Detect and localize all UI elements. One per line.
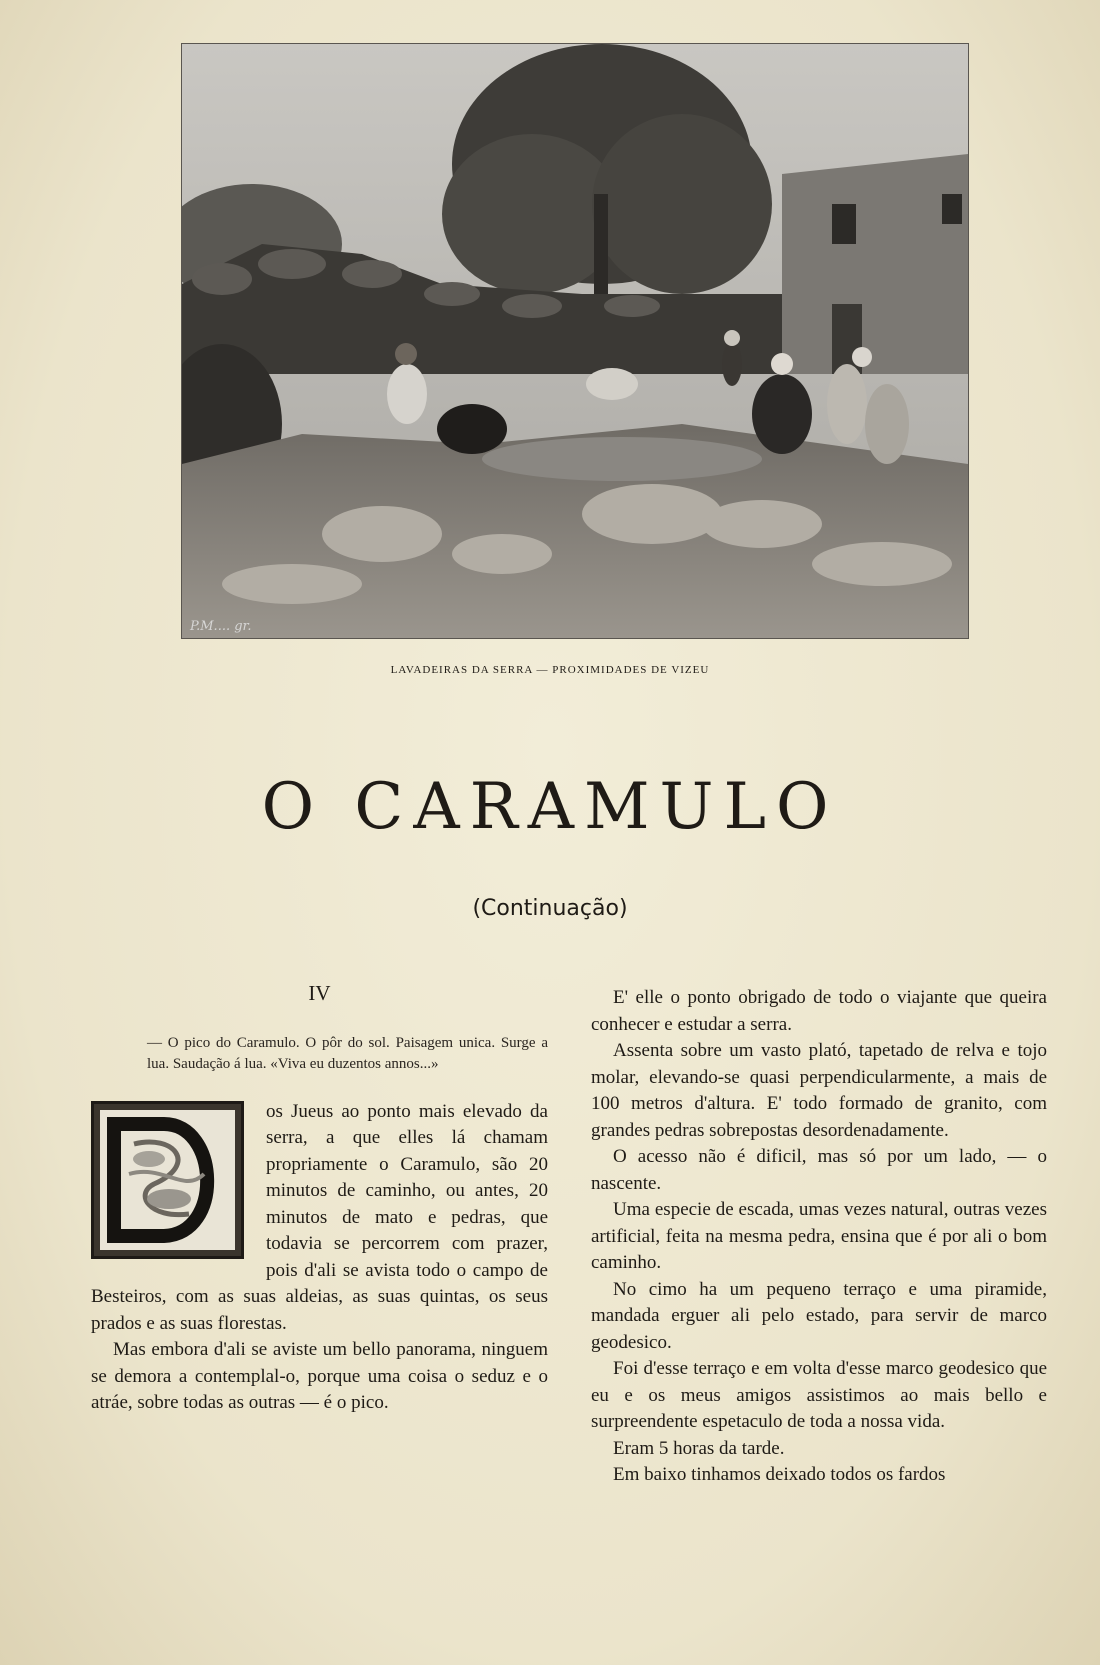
right-paragraph: Uma especie de escada, umas vezes natural, outras vezes artificial, feita na mesma pedra, ensina que é por ali o bom caminho.: [591, 1199, 1047, 1273]
washerwomen-photograph: [182, 44, 968, 638]
right-paragraph: Assenta sobre um vasto plató, tapetado de relva e tojo molar, elevando-se quasi perpendicularmente, a mais de 100 metros d'altura. E' todo formado de granito, com grandes pedras sobrepostas desordenadamente.: [591, 1040, 1047, 1141]
dropcap-letter-d: [91, 1101, 244, 1259]
left-column: [91, 980, 548, 1417]
first-paragraph: os Jueus ao ponto mais elevado da serra, a que elles lá chamam propriamente o Caramulo, são 20 minutos de caminho, ou antes, 20 minutos de mato e pedras, que todavia se percorrem com prazer, pois d'ali se avista todo o campo de Besteiros, com as suas aldeias, as suas quintas, os seus prados e as suas florestas.: [91, 1100, 548, 1334]
photo-caption: LAVADEIRAS DA SERRA — PROXIMIDADES DE VIZEU: [390, 664, 710, 676]
right-column: [591, 985, 1047, 1489]
dropcap-ornament-icon: [94, 1104, 241, 1256]
right-paragraph: E' elle o ponto obrigado de todo o viajante que queira conhecer e estudar a serra.: [591, 987, 1047, 1035]
right-paragraph: Eram 5 horas da tarde.: [613, 1437, 785, 1459]
right-paragraph: O acesso não é dificil, mas só por um lado, — o nascente.: [591, 1146, 1047, 1194]
engraver-signature: P.M.... gr.: [190, 619, 252, 634]
right-paragraph: No cimo ha um pequeno terraço e uma piramide, mandada erguer ali pelo estado, para servir de marco geodesico.: [591, 1278, 1047, 1353]
right-paragraph: Foi d'esse terraço e em volta d'esse marco geodesico que eu e os meus amigos assistimos ao mais bello e surpreendente espetaculo de toda a nossa vida.: [591, 1358, 1047, 1432]
article-subtitle: (Continuação): [472, 896, 628, 921]
photograph-illustration: [182, 44, 968, 638]
article-title: O CARAMULO: [261, 770, 839, 844]
right-paragraph: Em baixo tinhamos deixado todos os fardos: [613, 1464, 946, 1485]
section-number: IV: [308, 981, 331, 1005]
section-summary: — O pico do Caramulo. O pôr do sol. Paisagem unica. Surge a lua. Saudação á lua. «Viva eu duzentos annos...»: [147, 1034, 548, 1072]
second-paragraph: Mas embora d'ali se aviste um bello panorama, ninguem se demora a contemplal-o, porque uma coisa o seduz e o atráe, sobre todas as outras — é o pico.: [91, 1339, 548, 1413]
